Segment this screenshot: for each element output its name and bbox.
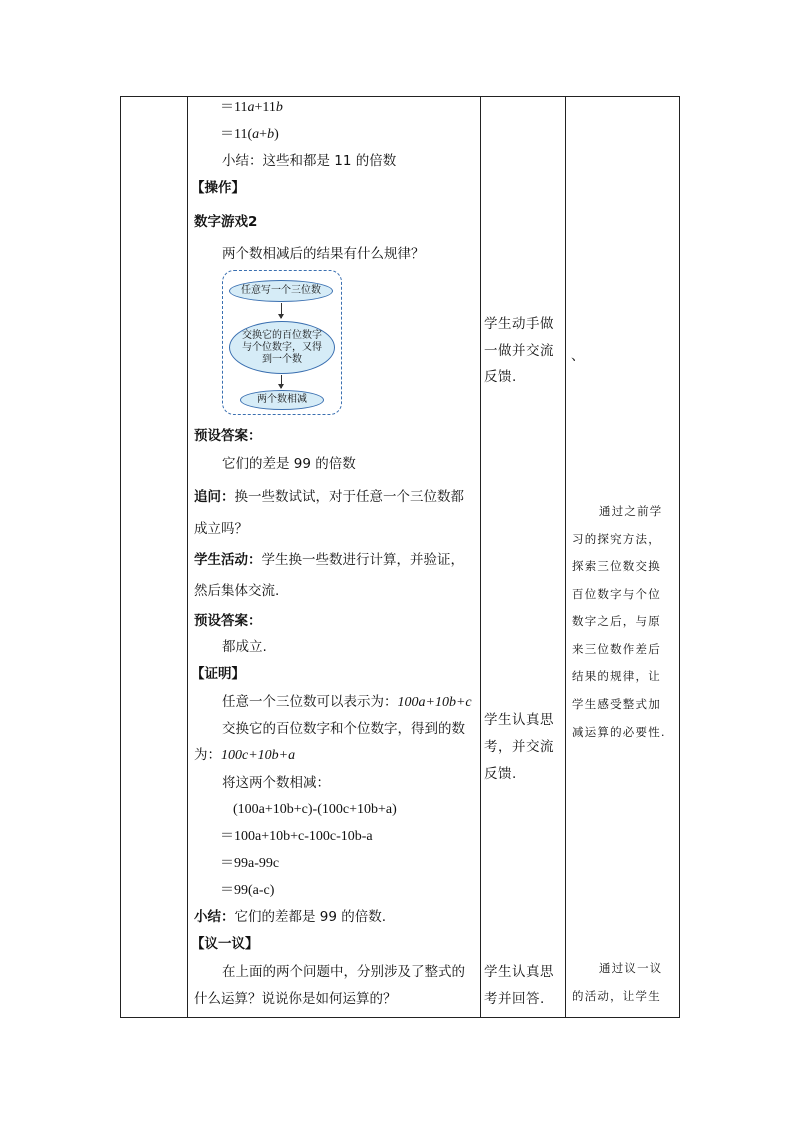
flow-step-1: 任意写一个三位数 (229, 280, 333, 302)
section-heading: 【操作】 (191, 180, 245, 196)
activity-line: 一做并交流 (484, 343, 554, 359)
note-line: 学生感受整式加 (572, 697, 661, 711)
column-divider (187, 97, 188, 1017)
activity-line: 学生活动：学生换一些数进行计算，并验证， (194, 552, 464, 568)
question-text: 两个数相减后的结果有什么规律？ (222, 246, 425, 262)
preset-label: 预设答案： (194, 428, 262, 444)
equation-line: ＝11a+11b (220, 100, 283, 115)
note-line: 数字之后，与原 (572, 614, 661, 628)
mark-text: 、 (571, 348, 585, 364)
note-line: 来三位数作差后 (572, 642, 661, 656)
equation-line: ＝99(a-c) (220, 883, 275, 898)
summary-line: 小结：它们的差都是 99 的倍数. (194, 909, 387, 925)
note-line: 减运算的必要性. (572, 725, 666, 739)
note-line: 结果的规律，让 (572, 669, 661, 683)
proof-line: 任意一个三位数可以表示为：100a+10b+c (222, 694, 472, 710)
note-line: 通过议一议 (599, 961, 663, 975)
section-heading: 【证明】 (191, 666, 245, 682)
note-line: 习的探究方法， (572, 532, 661, 546)
preset-label: 预设答案： (194, 613, 262, 629)
followup-line: 追问：换一些数试试，对于任意一个三位数都 (194, 489, 464, 505)
column-divider (565, 97, 566, 1017)
flowchart (222, 270, 342, 415)
game-title: 数字游戏2 (194, 214, 258, 230)
followup-line: 成立吗？ (194, 521, 248, 537)
activity-line: 反馈. (484, 369, 517, 385)
preset-text: 都成立. (222, 639, 267, 655)
activity-line: 学生动手做 (484, 316, 554, 332)
equation-line: ＝100a+10b+c-100c-10b-a (220, 829, 373, 844)
preset-text: 它们的差是 99 的倍数 (222, 456, 356, 472)
discuss-line: 什么运算？说说你是如何运算的？ (194, 991, 397, 1007)
activity-line: 考，并交流 (484, 739, 554, 755)
equation-line: ＝99a-99c (220, 856, 280, 871)
proof-line: 交换它的百位数字和个位数字，得到的数 (222, 721, 465, 737)
activity-line: 反馈. (484, 766, 517, 782)
note-line: 通过之前学 (599, 504, 663, 518)
note-line: 百位数字与个位 (572, 587, 661, 601)
summary-text: 小结：这些和都是 11 的倍数 (222, 153, 397, 169)
activity-line: 然后集体交流. (194, 583, 280, 599)
equation-line: ＝11(a+b) (220, 127, 279, 142)
column-divider (480, 97, 481, 1017)
down-arrow-icon (281, 303, 282, 318)
flow-step-2: 交换它的百位数字与个位数字，又得到一个数 (229, 321, 335, 374)
activity-line: 学生认真思 (484, 712, 554, 728)
activity-line: 考并回答. (484, 991, 545, 1007)
activity-line: 学生认真思 (484, 964, 554, 980)
down-arrow-icon (281, 375, 282, 388)
section-heading: 【议一议】 (191, 936, 259, 952)
note-line: 的活动，让学生 (572, 989, 661, 1003)
flow-step-3: 两个数相减 (240, 390, 324, 410)
proof-line: 将这两个数相减： (222, 775, 330, 791)
discuss-line: 在上面的两个问题中，分别涉及了整式的 (222, 964, 465, 980)
proof-line: 为：100c+10b+a (194, 747, 296, 763)
lesson-table (120, 96, 680, 1018)
note-line: 探索三位数交换 (572, 559, 661, 573)
equation-line: (100a+10b+c)-(100c+10b+a) (233, 802, 397, 817)
